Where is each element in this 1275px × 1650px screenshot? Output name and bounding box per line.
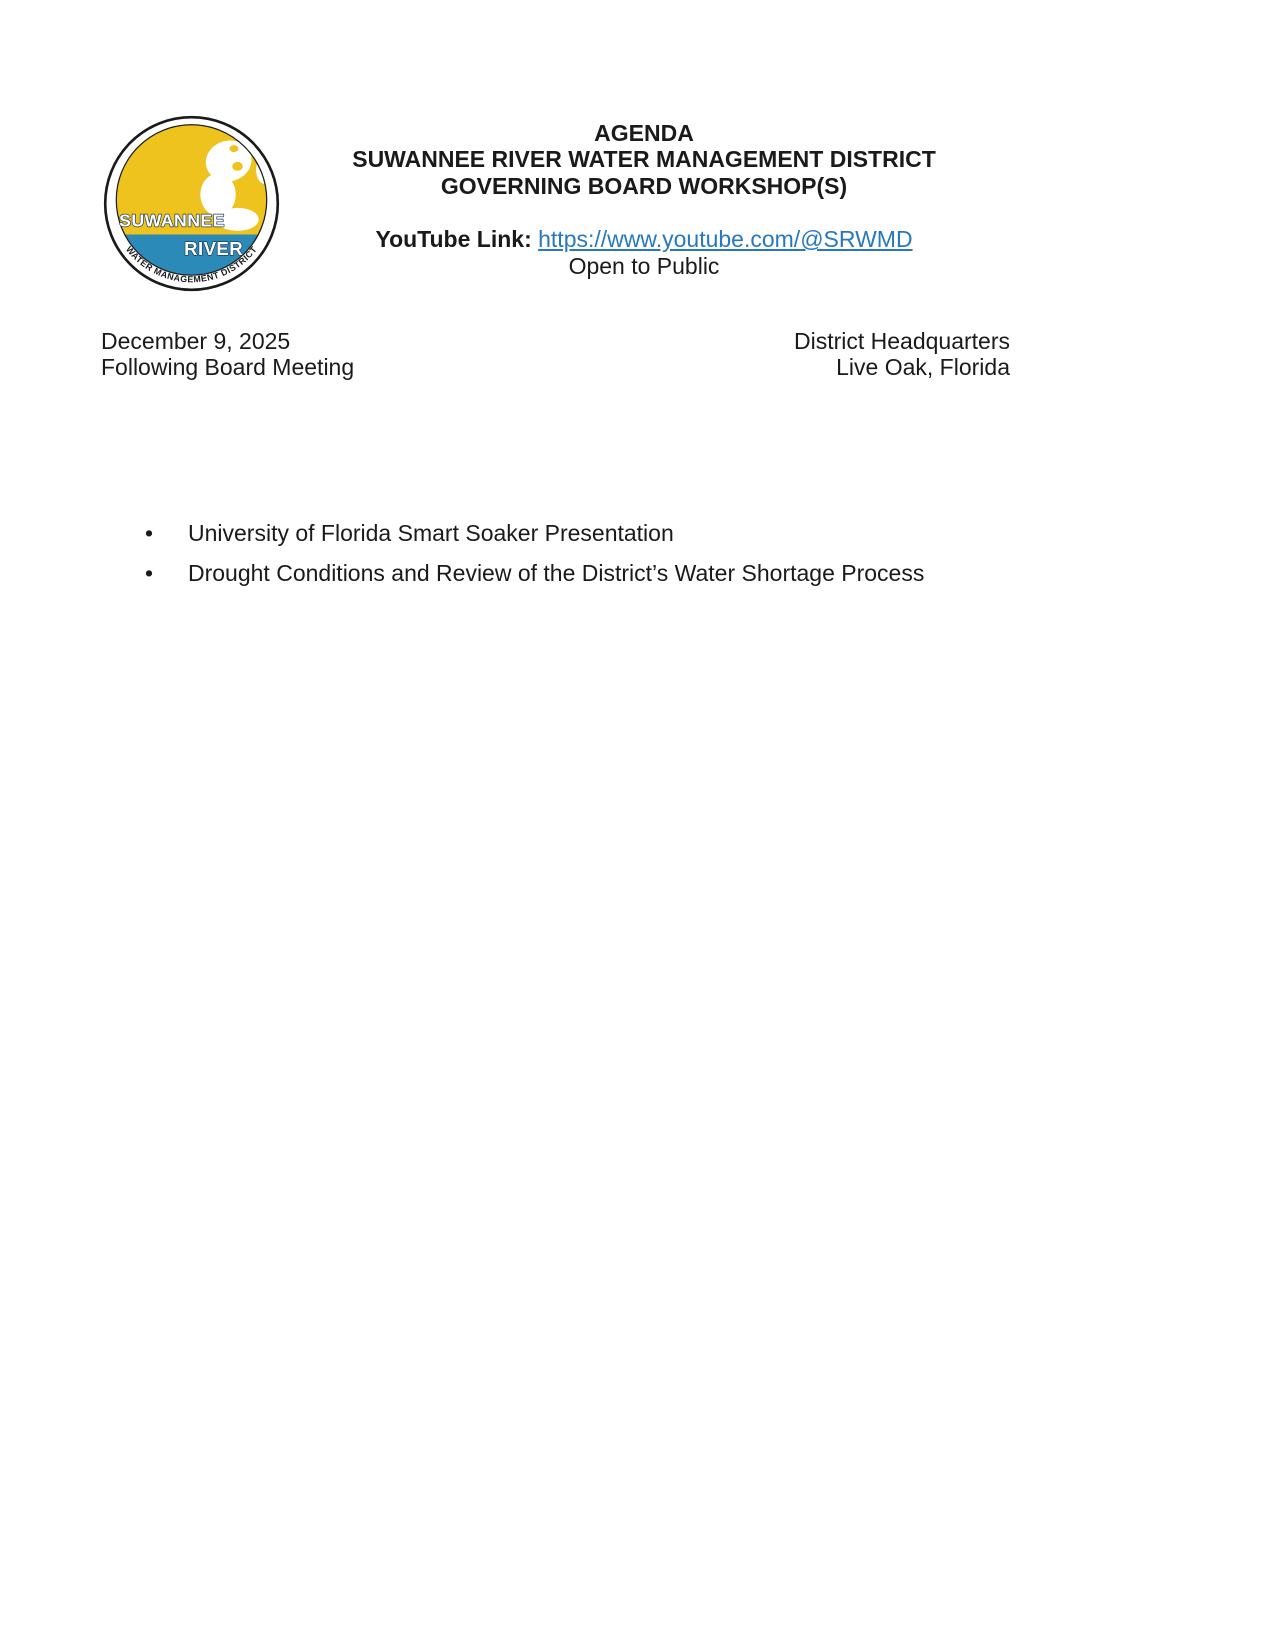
logo-name-suwannee: SUWANNEE <box>119 210 225 231</box>
page-title: AGENDA <box>594 120 694 146</box>
youtube-label: YouTube Link: <box>375 226 532 253</box>
meeting-info-row <box>101 328 1010 381</box>
document-header <box>29 120 1259 279</box>
youtube-link[interactable]: https://www.youtube.com/@SRWMD <box>538 226 913 253</box>
logo-name-river: RIVER <box>184 237 244 259</box>
agenda-items-list <box>145 520 1125 601</box>
agenda-item-text: Drought Conditions and Review of the District’s Water Shortage Process <box>188 560 925 587</box>
meeting-location-block <box>794 328 1010 381</box>
youtube-line <box>29 226 1259 252</box>
open-to-public-note: Open to Public <box>568 252 720 279</box>
list-item <box>145 560 1125 586</box>
meeting-schedule-note: Following Board Meeting <box>101 354 355 381</box>
meeting-type: GOVERNING BOARD WORKSHOP(S) <box>440 172 848 199</box>
organization-name: SUWANNEE RIVER WATER MANAGEMENT DISTRICT <box>352 146 936 173</box>
logo-ring-text: WATER MANAGEMENT DISTRICT <box>123 244 259 285</box>
list-item <box>145 520 1125 546</box>
meeting-city: Live Oak, Florida <box>836 354 1010 381</box>
meeting-date-block <box>101 328 354 381</box>
agenda-item-text: University of Florida Smart Soaker Presentation <box>188 520 674 546</box>
meeting-location: District Headquarters <box>793 328 1010 354</box>
meeting-date: December 9, 2025 <box>101 328 291 354</box>
